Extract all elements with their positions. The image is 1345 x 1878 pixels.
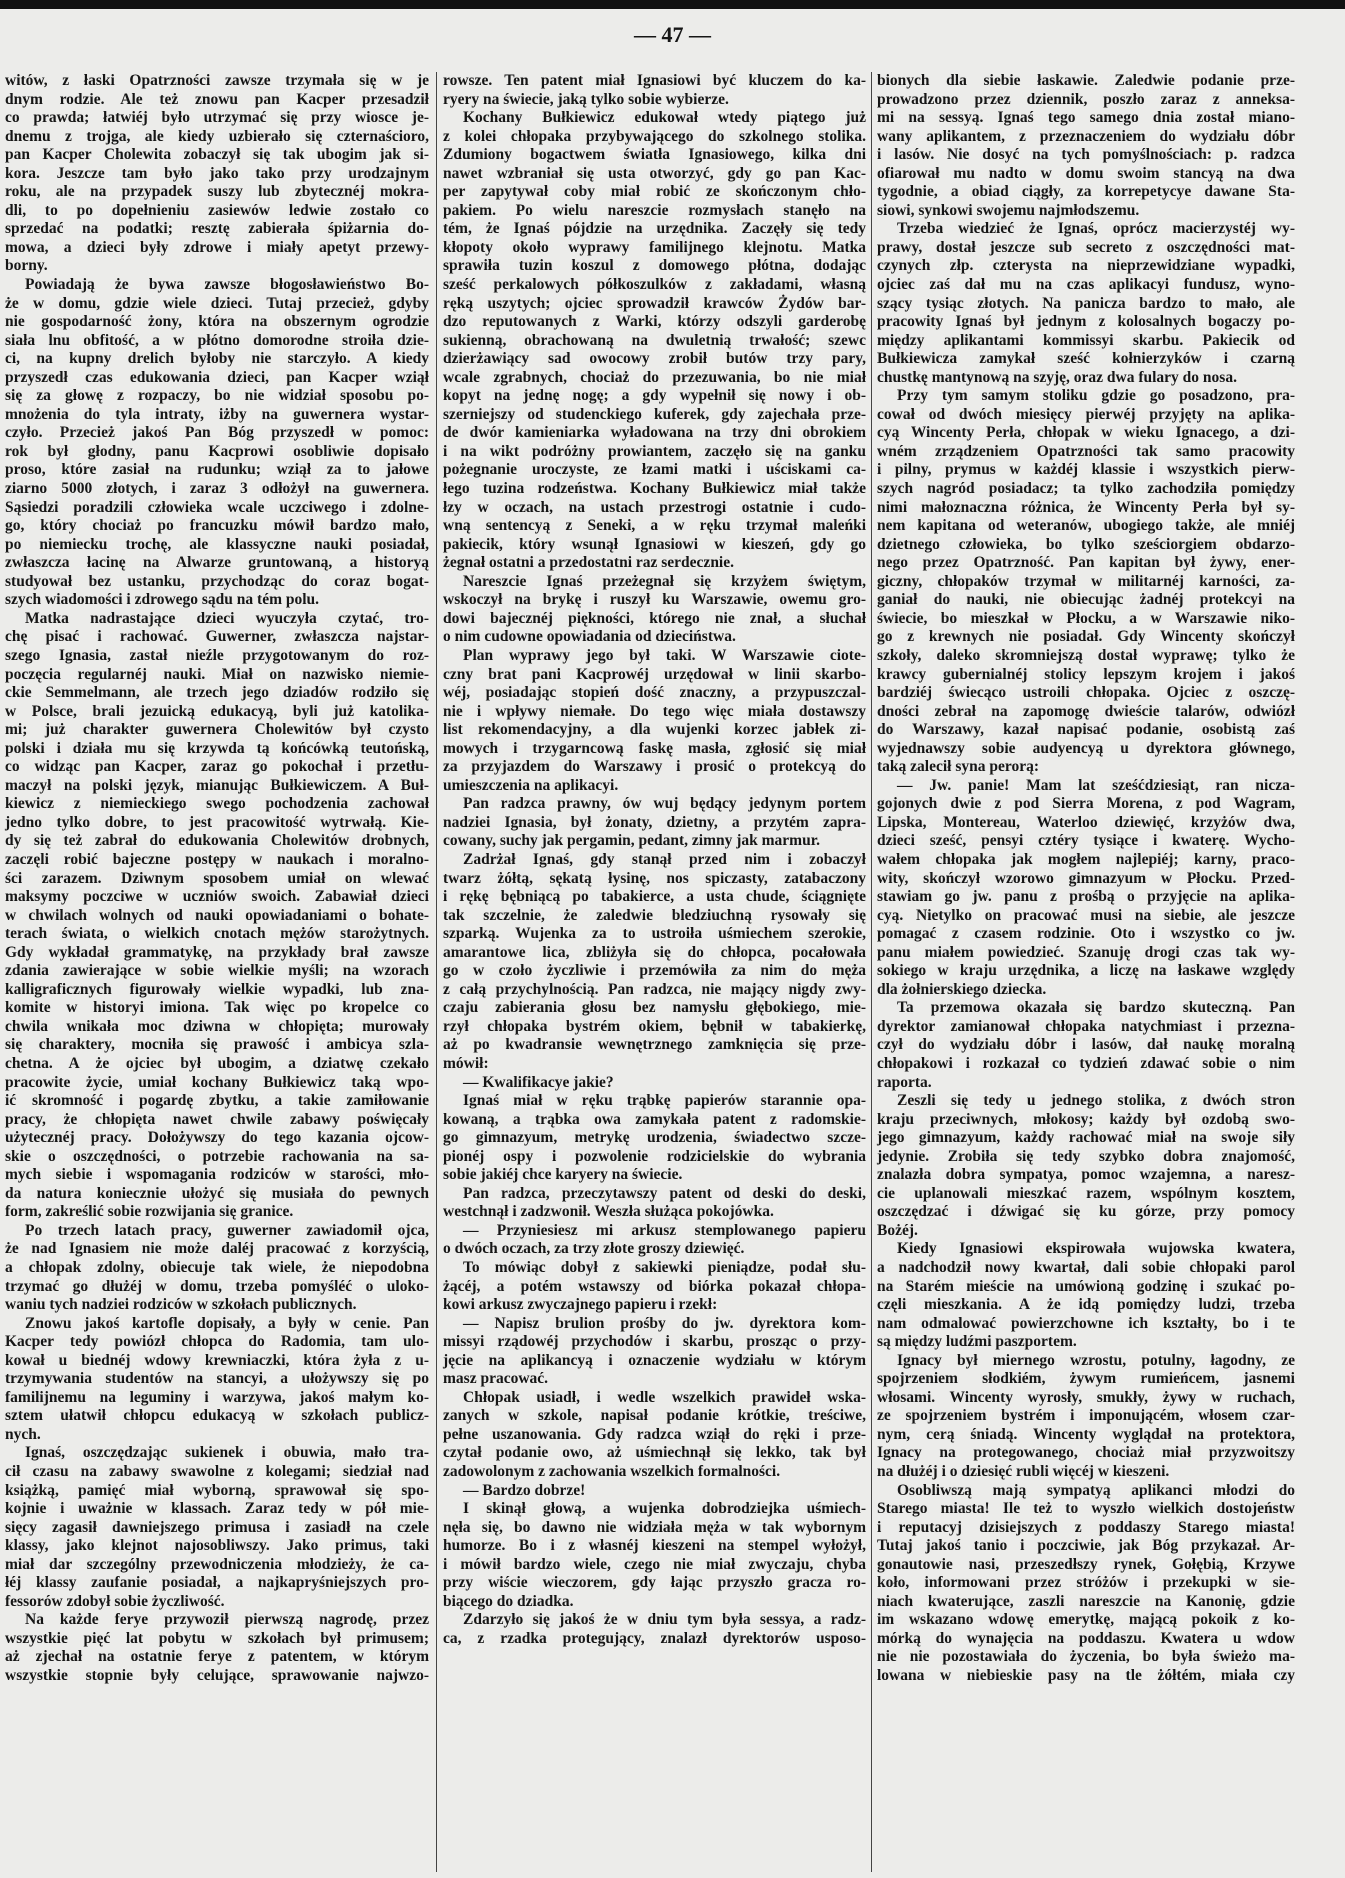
text-line: wną sentencyą z Seneki, a w ręku trzymał maleńki xyxy=(443,517,866,535)
text-line: humorze. Bo i z własnéj kieszeni na stempel wyłożył, xyxy=(443,1537,866,1555)
text-line: jedynie. Zrobiła się tedy szybko dobra znajomość, xyxy=(877,1147,1295,1165)
text-line: tygodnie, a obiad ciągły, za korrepetycye dawane Sta- xyxy=(877,183,1295,201)
text-line: niach kwaterujące, zaszli nareszcie na Kanonię, gdzie xyxy=(877,1592,1295,1610)
text-line: fessorów zdobył sobie życzliwość. xyxy=(5,1592,225,1610)
text-line: Nareszcie Ignaś przeżegnał się krzyżem świętym, xyxy=(463,572,866,590)
paragraph xyxy=(877,1092,1295,1240)
text-line: z całą przychylnością. Pan radzca, nie mający nigdy zwy- xyxy=(443,980,866,998)
paragraph xyxy=(443,1185,866,1222)
text-line: sześć perkalowych półkoszulków z zakładami, własną xyxy=(443,276,866,294)
text-line: witów, z łaski Opatrzności zawsze trzymała się w je xyxy=(5,72,429,89)
text-line: Kochany Bułkiewicz edukował wtedy piątego już xyxy=(463,109,866,127)
text-line: nęła się, bo dawno nie widziała męża w tak wybornym xyxy=(443,1518,866,1536)
text-line: z kolei chłopaka przybywającego do szkolnego stolika. xyxy=(443,127,866,145)
text-line: Pan radzca, przeczytawszy patent od deski do deski, xyxy=(463,1184,866,1202)
text-line: szparką. Wujenka za to ustroiła uśmiechem szerokie, xyxy=(443,925,866,943)
text-line: de dwór kamieniarka wyładowana na trzy dni obrokiem xyxy=(443,424,866,442)
paragraph xyxy=(877,777,1295,1000)
text-line: amarantowe lica, zbliżyła się do chłopca, pocałowała xyxy=(443,943,866,961)
scan-top-edge xyxy=(0,0,1345,9)
text-line: raporta. xyxy=(877,1073,932,1091)
paragraph xyxy=(443,1092,866,1185)
text-line: — Przyniesiesz mi arkusz stemplowanego papieru xyxy=(463,1221,866,1239)
text-line: że w domu, gdzie wiele dzieci. Tutaj przecież, gdyby xyxy=(5,294,429,312)
text-line: łego tuzina rodzeństwa. Kochany Bułkiewicz miał także xyxy=(443,480,866,498)
text-line: łéj klassy zaufanie posiadał, a najkapryśniejszych pro- xyxy=(5,1574,429,1592)
text-line: częli mieszkania. A że idą pomiędzy ludzi, trzeba xyxy=(877,1296,1295,1314)
text-line: westchnął i zadzwonił. Weszła służąca pokojówka. xyxy=(443,1203,774,1221)
paragraph xyxy=(443,1259,866,1315)
text-line: przyszedł czas edukowania dzieci, pan Kacper wziął xyxy=(5,368,429,386)
text-line: Plan wyprawy jego był taki. W Warszawie ciote- xyxy=(463,646,866,664)
text-line: stawiam go jw. panu z prośbą o przyjęcie na aplika- xyxy=(877,888,1295,906)
text-line: wcale zgrabnych, chociaż do przezuwania, bo nie miał xyxy=(443,368,866,386)
text-line: zadowolonym z zachowania wszelkich formalności. xyxy=(443,1463,781,1481)
text-line: ckie Semmelmann, ale trzech jego dziadów rodziło się xyxy=(5,684,429,702)
text-line: Zeszli się tedy u jednego stolika, z dwóch stron xyxy=(897,1092,1295,1110)
text-line: polski i działa mu się krzywda tą końcówką teutońską, xyxy=(5,739,429,757)
text-line: kowaną, a trąbka owa zamykała patent z radomskie- xyxy=(443,1110,866,1128)
text-line: giczny, chłopaków trzymał w militarnéj karności, za- xyxy=(877,572,1295,590)
text-line: dzieci sześć, pensyi cztéry tysiące i kwaterę. Wycho- xyxy=(877,832,1295,850)
text-line: komite w historyi imiona. Tak więc po kropelce co xyxy=(5,999,429,1017)
text-line: dnym rodzie. Ale też znowu pan Kacper przesadził xyxy=(5,90,429,108)
text-line: Tutaj jakoś tanio i poczciwie, jak Bóg przykazał. Ar- xyxy=(877,1537,1295,1555)
text-line: książką, pamięć miał wyborną, sprawował się spo- xyxy=(5,1481,429,1499)
text-line: krawcy gubernialnéj stolicy lepszym krojem i jakoś xyxy=(877,665,1295,683)
paragraph xyxy=(443,1222,866,1259)
paragraph xyxy=(5,276,429,610)
text-line: dli, to po dopełnieniu zasiewów ledwie zostało co xyxy=(5,201,429,219)
text-line: użytecznéj pracy. Dołożywszy do tego kazania ojcow- xyxy=(5,1129,429,1147)
text-line: proso, które zasiał na rudunku; wziął za to jałowe xyxy=(5,461,429,479)
text-line: dzo reputowanych z Warki, którzy odszyli garderobę xyxy=(443,313,866,331)
text-line: a chłopak zdolny, obiecuje tak wiele, że niepodobna xyxy=(5,1259,429,1276)
text-line: kował u biednéj wdowy krewniaczki, która żyła z u- xyxy=(5,1351,429,1369)
text-line: sukienną, obrachowaną na dwuletnią trwałość; szewc xyxy=(443,331,866,349)
text-line: kora. Jeszcze tam było jako tako przy urodzajnym xyxy=(5,164,429,182)
text-line: miał dar szczególny przewodniczenia młodzieży, że ca- xyxy=(5,1555,429,1573)
text-line: w chwilach wolnych od nauki opowiadaniami o bohate- xyxy=(5,906,429,924)
text-line: żącéj, a potém wstawszy od biórka pokazał chłopa- xyxy=(443,1277,866,1295)
text-line: studyował bez ustanku, przychodząc do coraz bogat- xyxy=(5,572,429,590)
text-line: cowany, suchy jak pergamin, pedant, zimny jak marmur. xyxy=(443,832,821,850)
text-line: — Bardzo dobrze! xyxy=(463,1481,586,1499)
text-line: szerniejszy od studenckiego kuferek, gdy zajechała prze- xyxy=(443,405,866,423)
text-line: Ta przemowa okazała się bardzo skuteczną. Pan xyxy=(897,999,1295,1017)
text-line: im wskazano wdowę emerytkę, mającą pokoik z ko- xyxy=(877,1611,1295,1629)
text-line: wszystkie stopnie były celujące, sprawowanie najwzo- xyxy=(5,1667,429,1685)
paragraph xyxy=(877,220,1295,387)
paragraph xyxy=(443,647,866,795)
text-line: ręką uszytych; ojciec sprowadził krawców Żydów bar- xyxy=(443,294,866,312)
text-line: taką zalecił syna perorą: xyxy=(877,758,1040,776)
text-line: dzierżawiący sad owocowy zrobił butów trzy pary, xyxy=(443,350,866,368)
text-line: czny brat pani Kacprowéj urzędował w linii skarbo- xyxy=(443,665,866,683)
text-line: missyi rządowéj przychodów i skarbu, prosząc o przy- xyxy=(443,1333,866,1351)
text-line: i reputacyj dzisiejszych z poddaszy Starego miasta! xyxy=(877,1518,1295,1536)
text-line: ze spojrzeniem bystrém i imponującém, włosem czar- xyxy=(877,1407,1295,1425)
paragraph xyxy=(443,1074,866,1093)
text-line: klassy, jako klejnot najosobliwszy. Jako primus, taki xyxy=(5,1537,429,1555)
text-line: Na każde ferye przywoził pierwszą nagrodę, przez xyxy=(25,1611,429,1629)
paragraph xyxy=(443,1611,866,1648)
text-line: czył do wydziału dóbr i lasów, dał naukę moralną xyxy=(877,1036,1295,1054)
text-line: zwłaszcza łacinę na Alwarze gruntowaną, a historyą xyxy=(5,554,429,572)
text-line: na Starém mieście na umówioną godzinę i szukać po- xyxy=(877,1277,1295,1295)
text-line: spojrzeniem słodkiém, żywym rumieńcem, jasnemi xyxy=(877,1370,1295,1388)
text-line: ganiał do nauki, nie obiecując żadnéj protekcyi na xyxy=(877,591,1295,609)
text-line: wyjednawszy sobie audyencyą u dyrektora głównego, xyxy=(877,739,1295,757)
text-line: Po trzech latach pracy, guwerner zawiadomił ojca, xyxy=(25,1221,429,1239)
text-line: zaczęli robić bajeczne postępy w naukach i moralno- xyxy=(5,850,429,868)
text-line: poczęcia regularnéj nauki. Miał on nazwisko niemie- xyxy=(5,665,429,683)
paragraph xyxy=(5,610,429,1222)
text-line: Chłopak usiadł, i wedle wszelkich prawideł wska- xyxy=(463,1388,866,1406)
text-line: gojonych dwie z pod Sierra Morena, z pod Wagram, xyxy=(877,795,1295,813)
text-line: i mówił bardzo wiele, czego nie miał zwyczaju, chyba xyxy=(443,1555,866,1573)
text-line: siowi, synkowi swojemu najmłodszemu. xyxy=(877,201,1140,219)
text-line: nym, cerą śniadą. Wincenty wyglądał na protektora, xyxy=(877,1425,1295,1443)
text-line: Zdumiony bogactwem światła Ignasiowego, kilka dni xyxy=(443,146,866,164)
text-line: że nad Ignasiem nie może daléj pracować z korzyścią, xyxy=(5,1240,429,1258)
text-line: bionych dla siebie łaskawie. Zaledwie podanie prze- xyxy=(877,72,1295,89)
text-line: ić skromność i pogardę zbytku, a takie zamiłowanie xyxy=(5,1092,429,1110)
paragraph xyxy=(5,72,429,276)
text-line: borny. xyxy=(5,257,48,275)
text-line: I skinął głową, a wujenka dobrodziejka uśmiech- xyxy=(463,1500,866,1518)
text-line: ziarno 5000 złotych, i zaraz 3 odłożył na guwernera. xyxy=(5,480,429,498)
text-line: znalazła dobra sympatya, pomoc wzajemna, a naresz- xyxy=(877,1166,1295,1184)
paragraph xyxy=(443,573,866,647)
text-line: się za głowę z rozpaczy, bo nie widział sposobu po- xyxy=(5,387,429,405)
text-line: Przy tym samym stoliku gdzie go posadzono, pra- xyxy=(897,387,1295,405)
text-line: maczył na polski język, mianując Bułkiewiczem. A Buł- xyxy=(5,776,429,794)
text-line: a nadchodził nowy kwartał, dali sobie chłopaki parol xyxy=(877,1259,1295,1276)
text-line: dowi bajecznéj piękności, którego nie znał, a słuchał xyxy=(443,609,866,627)
text-line: o dwóch oczach, za trzy złote groszy dziewięć. xyxy=(443,1240,745,1258)
text-line: form, zakreślić sobie rozwijania się granice. xyxy=(5,1203,294,1221)
text-line: mórką do wynajęcia na poddaszu. Kwatera u wdow xyxy=(877,1629,1295,1647)
text-line: są między ludźmi paszportem. xyxy=(877,1333,1077,1351)
text-line: wskoczył na brykę i ruszył ku Warszawie, owemu gro- xyxy=(443,591,866,609)
text-line: go, który chociaż po francuzku mówił bardzo mało, xyxy=(5,517,429,535)
column-divider xyxy=(436,72,437,1872)
text-line: nie i wpływy niemałe. Do tego więc miała dostawszy xyxy=(443,702,866,720)
text-line: co prawda; łatwiéj było utrzymać się przy wiosce je- xyxy=(5,109,429,127)
text-line: Kiedy Ignasiowi ekspirowała wujowska kwatera, xyxy=(897,1240,1295,1258)
text-line: mych siebie i wspomagania rodziców w starości, mło- xyxy=(5,1166,429,1184)
paragraph xyxy=(443,72,866,109)
text-line: gonautowie nasi, przeszedłszy rynek, Gołębią, Krzywe xyxy=(877,1555,1295,1573)
text-line: chłopakowi i rozkazał co tydzień zdawać sobie o nim xyxy=(877,1054,1295,1072)
text-line: zanych w szkole, napisał podanie krótkie, treściwe, xyxy=(443,1407,866,1425)
paragraph xyxy=(443,1500,866,1611)
text-line: mnożenia do tyla intraty, iżby na guwernera wystar- xyxy=(5,405,429,423)
text-line: To mówiąc dobył z sakiewki pieniądze, podał słu- xyxy=(463,1259,866,1276)
text-line: skie o oszczędności, o potrzebie rachowania na sa- xyxy=(5,1147,429,1165)
text-line: Zdarzyło się jakoś że w dniu tym była sessya, a radz- xyxy=(463,1611,866,1629)
paragraph xyxy=(443,851,866,1074)
paragraph xyxy=(5,1315,429,1445)
text-line: szego Ignasia, zastał nieźle przygotowanym do roz- xyxy=(5,646,429,664)
text-line: pożegnanie uroczyste, ze łzami matki i uściskami ca- xyxy=(443,461,866,479)
text-line: go z krewnych nie posiadał. Gdy Wincenty skończył xyxy=(877,628,1295,646)
text-line: nawet wzbraniał się usta otworzyć, gdy go pan Kac- xyxy=(443,164,866,182)
text-line: włosami. Wincenty wyrosły, smukły, żywy w ruchach, xyxy=(877,1388,1295,1406)
text-line: dy się też zabrał do edukowania Cholewitów drobnych, xyxy=(5,832,429,850)
text-line: chwila wnikała moc dziwna w chłopięta; murowały xyxy=(5,1017,429,1035)
text-line: dzietnego człowieka, bo tylko sześciorgiem obdarzo- xyxy=(877,535,1295,553)
text-line: Ignacy był miernego wzrostu, potulny, łagodny, ze xyxy=(897,1351,1295,1369)
text-line: sprawiła tuzin koszul z domowego płótna, dodając xyxy=(443,257,866,275)
text-line: sięcy zagasił dawniejszego primusa i zasiadł na czele xyxy=(5,1518,429,1536)
text-line: Trzeba wiedzieć że Ignaś, oprócz macierzystéj wy- xyxy=(897,220,1295,238)
text-line: dnemu z trojga, ale kiedy uzbierało się czternaścioro, xyxy=(5,127,429,145)
paragraph xyxy=(877,387,1295,776)
text-line: chę pisać i rachować. Guwerner, zwłaszcza najstar- xyxy=(5,628,429,646)
text-line: i pilny, prymus w każdéj klassie i wszystkich pierw- xyxy=(877,461,1295,479)
text-line: świecie, bo mieszkał w Płocku, a w Warszawie niko- xyxy=(877,609,1295,627)
text-line: o nim cudowne opowiadania od dzieciństwa. xyxy=(443,628,736,646)
text-line: tak szczelnie, że zaledwie bledziuchną rysowały się xyxy=(443,906,866,924)
paragraph xyxy=(5,1222,429,1315)
text-line: dyrektor zamianował chłopaka natychmiast i przezna- xyxy=(877,1017,1295,1035)
text-line: kojnie i uważnie w klassach. Zaraz tedy w pół mie- xyxy=(5,1500,429,1518)
paragraph xyxy=(5,1611,429,1685)
text-line: szych nagród posiadacz; ta tylko zachodziła pomiędzy xyxy=(877,480,1295,498)
text-line: sobie jakiéj chce karyery na świecie. xyxy=(443,1166,683,1184)
text-line: sprzedać na podatki; resztę zabierała śpiżarnia do- xyxy=(5,220,429,238)
text-line: ca, z rzadka protegujący, znalazł dyrektorów usposo- xyxy=(443,1629,866,1647)
text-line: go w czoło życzliwie i przemówiła za nim do męża xyxy=(443,962,866,980)
text-column-left xyxy=(5,72,429,1686)
text-line: czynych złp. czterysta na nieprzewidziane wypadki, xyxy=(877,257,1295,275)
text-line: tém, że Ignaś pójdzie na urzędnika. Zaczęły się tedy xyxy=(443,220,866,238)
text-line: list rekomendacyjny, a dla wujenki korzec jabłek zi- xyxy=(443,721,866,739)
text-line: koło, informowani przez stróżów i przekupki w sie- xyxy=(877,1574,1295,1592)
text-line: szkoły, daleko skromniejszą dostał wyprawę; tylko że xyxy=(877,646,1295,664)
text-line: familijnemu na leguminy i warzywa, jakoś małym ko- xyxy=(5,1388,429,1406)
paragraph xyxy=(443,795,866,851)
text-line: Ignaś, oszczędzając sukienek i obuwia, mało tra- xyxy=(25,1444,429,1462)
text-line: — Kwalifikacye jakie? xyxy=(463,1073,614,1091)
text-line: kowi arkusz zwyczajnego papieru i rzekł: xyxy=(443,1296,718,1314)
text-line: żegnał ostatni a przedostatni raz serdecznie. xyxy=(443,554,734,572)
text-line: terach świata, o wielkich cnotach mężów starożytnych. xyxy=(5,925,429,943)
text-line: wany aplikantem, z przeznaczeniem do wydziału dóbr xyxy=(877,127,1295,145)
text-line: kalligraficznych figurowały wielkie wypadki, lub zna- xyxy=(5,980,429,998)
text-line: za przyjazdem do Warszawy i prosić o protekcyą do xyxy=(443,758,866,776)
text-line: mówił: xyxy=(443,1054,489,1072)
text-line: Lipska, Montereau, Waterloo dziewięć, krzyżów dwa, xyxy=(877,813,1295,831)
text-line: siała lnu obfitość, a w płótno domorodne stroiła dzie- xyxy=(5,331,429,349)
text-line: rok był głodny, panu Kacprowi osobliwie dopisało xyxy=(5,442,429,460)
text-line: na dłużéj i o dziesięć rubli więcéj w kieszeni. xyxy=(877,1463,1170,1481)
text-line: łzy w oczach, na ustach przestrogi ostatnie i cudo- xyxy=(443,498,866,516)
text-line: Zadrżał Ignaś, gdy stanął przed nim i zobaczył xyxy=(463,850,866,868)
text-line: czaju zabierania głosu bez namysłu głębokiego, mie- xyxy=(443,999,866,1017)
text-line: jęcie na aplikancyą i oznaczenie wydziału w którym xyxy=(443,1351,866,1369)
text-line: kraju przeciwnych, młokosy; każdy był ozdobą swo- xyxy=(877,1110,1295,1128)
text-line: ci, na kupny drelich byłoby nie starczyło. A kiedy xyxy=(5,350,429,368)
text-line: rowsze. Ten patent miał Ignasiowi być kluczem do ka- xyxy=(443,72,866,89)
text-line: nem kapitana od weteranów, ubogiego także, ale mniéj xyxy=(877,517,1295,535)
text-line: dla żołnierskiego dziecka. xyxy=(877,980,1047,998)
text-line: co widząc pan Kacper, zaraz go pokochał i przetłu- xyxy=(5,758,429,776)
text-line: — Jw. panie! Mam lat sześćdziesiąt, ran nicza- xyxy=(897,776,1295,794)
paragraph xyxy=(443,109,866,573)
text-line: maksymy poczciwe w uczniów swoich. Zabawiał dzieci xyxy=(5,888,429,906)
text-line: chetna. A że ojciec był ubogim, a dziatwę czekało xyxy=(5,1054,429,1072)
text-line: aż po kwadransie wewnętrznego zamknięcia się prze- xyxy=(443,1036,866,1054)
text-line: mowych i trzygarncową faskę masła, zgłosić się miał xyxy=(443,739,866,757)
text-line: cyą. Nietylko on pracować musi na siebie, ale jeszcze xyxy=(877,906,1295,924)
text-line: rzył chłopaka bystrém okiem, bębnił w tabakierkę, xyxy=(443,1017,866,1035)
text-line: chustkę mantynową na szyję, oraz dwa fulary do nosa. xyxy=(877,368,1237,386)
text-line: pracy, że chłopięta nawet chwile zabawy poświęcały xyxy=(5,1110,429,1128)
text-line: Osobliwszą mają sympatyą aplikanci młodzi do xyxy=(897,1481,1295,1499)
text-line: pakiecik, który wsunął Ignasiowi w kieszeń, gdy go xyxy=(443,535,866,553)
text-line: Sąsiedzi poradzili człowieka wcale uczciwego i zdolne- xyxy=(5,498,429,516)
text-line: wity, skończył wzorowo gimnazyum w Płocku. Przed- xyxy=(877,869,1295,887)
text-line: trzymać go dłużéj w domu, trzeba pomyśléć o uloko- xyxy=(5,1277,429,1295)
text-line: wszystkie pięć lat pobytu w szkołach był primusem; xyxy=(5,1629,429,1647)
text-line: lowana w niebieskie pasy na tle żółtém, miała czy xyxy=(877,1667,1295,1685)
text-line: aż zjechał na ostatnie ferye z patentem, w którym xyxy=(5,1648,429,1666)
text-line: Bułkiewicza zamykał sześć kołnierzyków i czarną xyxy=(877,350,1295,368)
page-number: — 47 — xyxy=(634,22,711,47)
text-line: zdania zawierające w sobie wielkie myśli; na wzorach xyxy=(5,962,429,980)
text-line: Ignacy na protegowanego, chociaż miał przyzwoitszy xyxy=(877,1444,1295,1462)
paragraph xyxy=(443,1315,866,1389)
text-line: cił czasu na zabawy swawolne z kolegami; siedział nad xyxy=(5,1463,429,1481)
text-line: Znowu jakoś kartofle dopisały, a były w cenie. Pan xyxy=(25,1314,429,1332)
text-line: umieszczenia na aplikacyi. xyxy=(443,776,619,794)
text-line: jego gimnazyum, każdy rachować miał na swoje siły xyxy=(877,1129,1295,1147)
text-line: sztem ułatwił chłopcu edukacyą w szkołach publicz- xyxy=(5,1407,429,1425)
text-column-right xyxy=(877,72,1295,1686)
text-line: szych wiadomości i zdrowego sądu na tém polu. xyxy=(5,591,320,609)
text-line: da natura koniecznie ułożyć się musiała do pewnych xyxy=(5,1184,429,1202)
text-line: pionéj ospy i pozwolenie rodzicielskie do wybrania xyxy=(443,1147,866,1165)
text-line: oszczędzać i dźwigać się ku górze, przy pomocy xyxy=(877,1203,1295,1221)
paragraph xyxy=(443,1389,866,1482)
text-line: dności zebrał na zapomogę dwieście talarów, odwiózł xyxy=(877,702,1295,720)
text-line: masz pracować. xyxy=(443,1370,549,1388)
text-line: do Warszawy, kazał napisać podanie, osobistą zaś xyxy=(877,721,1295,739)
paragraph xyxy=(877,72,1295,220)
text-line: nych. xyxy=(5,1425,41,1443)
text-line: Pan radzca prawny, ów wuj będący jedynym portem xyxy=(463,795,866,813)
text-line: Kacper tedy powiózł chłopca do Radomia, tam ulo- xyxy=(5,1333,429,1351)
text-line: i rękę bębniącą po tabakierce, a usta chude, ściągnięte xyxy=(443,888,866,906)
text-line: bardziéj świecąco ustroili chłopaka. Ojciec z oszczę- xyxy=(877,684,1295,702)
text-line: pracowity Ignaś był jednym z kolosalnych bogaczy po- xyxy=(877,313,1295,331)
text-line: i na wikt podróżny prowiantem, zaczęło się na ganku xyxy=(443,442,866,460)
text-line: pomagać z czasem rodzinie. Oto i wszystko co jw. xyxy=(877,925,1295,943)
text-line: czytał podanie owo, aż uśmiechnął się lekko, tak był xyxy=(443,1444,866,1462)
text-line: waniu tych nadziei rodziców w szkołach publicznych. xyxy=(5,1296,357,1314)
text-line: jedno tylko dobre, to jest pracowitość wytrwałą. Kie- xyxy=(5,813,429,831)
paragraph xyxy=(877,1240,1295,1351)
text-line: ryery na świecie, jaką tylko sobie wybierze. xyxy=(443,90,729,108)
text-line: pracowite życie, umiał kochany Bułkiewicz taką wpo- xyxy=(5,1073,429,1091)
text-line: pakiem. Po wielu nareszcie rozmysłach stanęło na xyxy=(443,201,866,219)
text-line: Starego miasta! Ile też to wyszło wielkich dostojeństw xyxy=(877,1500,1295,1518)
text-line: prawy, dostał jeszcze sub secreto z oszczędności mat- xyxy=(877,238,1295,256)
text-line: Ignaś miał w ręku trąbkę papierów starannie opa- xyxy=(463,1092,866,1110)
text-line: kopyt na jednę nogę; a gdy wypełnił się nowy i ob- xyxy=(443,387,866,405)
paragraph xyxy=(443,1482,866,1501)
text-line: wałem chłopaka jak mogłem najlepiéj; karny, praco- xyxy=(877,850,1295,868)
text-line: per zapytywał coby miał robić ze skończonym chło- xyxy=(443,183,866,201)
text-line: ofiarował mu nadto w domu swoim stancyą na dwa xyxy=(877,164,1295,182)
text-line: roku, ale na przypadek suszy lub zbytecznéj mokra- xyxy=(5,183,429,201)
text-line: wéj, posiadając stopień dość znaczny, a przypuszczal- xyxy=(443,684,866,702)
paragraph xyxy=(877,1352,1295,1482)
text-line: pełne uszanowania. Gdy radzca wziął do ręki i prze- xyxy=(443,1425,866,1443)
text-line: czyło. Przecież jakoś Pan Bóg przyszedł w pomoc: xyxy=(5,424,429,442)
text-line: Matka nadrastające dzieci wyuczyła czytać, tro- xyxy=(25,609,429,627)
text-line: wném zrządzeniem Opatrzności tak samo pracowity xyxy=(877,442,1295,460)
text-line: Gdy wykładał grammatykę, na przykłady brał zawsze xyxy=(5,943,429,961)
text-line: mowa, a dzieci były zdrowe i miały apetyt przewy- xyxy=(5,238,429,256)
text-line: mi na sessyą. Ignaś tego samego dnia został miano- xyxy=(877,109,1295,127)
text-line: go gimnazyum, metrykę urodzenia, świadectwo szcze- xyxy=(443,1129,866,1147)
text-line: biącego do dziadka. xyxy=(443,1592,574,1610)
text-line: przy wiście wieczorem, gdy łając przyszło gracza ro- xyxy=(443,1574,866,1592)
text-line: mi; już charakter guwernera Cholewitów był czysto xyxy=(5,721,429,739)
text-line: nie gospodarność żony, która na obszernym ogrodzie xyxy=(5,313,429,331)
text-line: cie uplanowali mieszkać razem, wspólnym kosztem, xyxy=(877,1184,1295,1202)
text-line: w Polsce, brali jezuicką edukacyą, byli już katolika- xyxy=(5,702,429,720)
text-line: twarz żółtą, sękatą łysinę, nos spiczasty, zatabaczony xyxy=(443,869,866,887)
paragraph xyxy=(5,1444,429,1611)
text-line: cował od dwóch miesięcy pierwéj przyjęty na aplika- xyxy=(877,405,1295,423)
text-line: trzymywania studentów na stancyi, a ułożywszy się po xyxy=(5,1370,429,1388)
text-line: i lasów. Nie dosyć na tych pomyślnościach: p. radzca xyxy=(877,146,1295,164)
column-divider xyxy=(871,72,872,1872)
text-line: panu miałem powiedzieć. Szanuję drogi czas tak wy- xyxy=(877,943,1295,961)
text-line: Bożéj. xyxy=(877,1221,918,1239)
text-column-middle xyxy=(443,72,866,1648)
text-line: ojciec zaś dał mu na czas aplikacyi fundusz, wyno- xyxy=(877,276,1295,294)
text-line: pan Kacper Cholewita zobaczył się tak ubogim jak si- xyxy=(5,146,429,164)
text-line: nego przez Opatrzność. Pan kapitan był żywy, ener- xyxy=(877,554,1295,572)
text-line: się charaktery, mocniła się prawość i ambicya szla- xyxy=(5,1036,429,1054)
text-line: — Napisz brulion prośby do jw. dyrektora kom- xyxy=(463,1314,866,1332)
text-line: Powiadają że bywa zawsze błogosławieństwo Bo- xyxy=(25,276,429,294)
text-line: nie nie pozostawiała do życzenia, bo była świeżo ma- xyxy=(877,1648,1295,1666)
text-line: między aplikantami kommissyi skarbu. Pakiecik od xyxy=(877,331,1295,349)
text-line: nam odmalować powierzchowne ich kształty, bo i te xyxy=(877,1314,1295,1332)
text-line: sokiego w kraju urzędnika, a liczę na łaskawe względy xyxy=(877,962,1295,980)
text-line: szący tysiąc złotych. Na panicza bardzo to mało, ale xyxy=(877,294,1295,312)
text-line: kiewicz z niemieckiego swego pochodzenia zachował xyxy=(5,795,429,813)
text-line: nimi małoznaczna różnica, że Wincenty Perła był sy- xyxy=(877,498,1295,516)
text-line: prowadzono przez dziennik, poszło zaraz z anneksa- xyxy=(877,90,1295,108)
paragraph xyxy=(877,1482,1295,1686)
text-line: po niemiecku trochę, ale klassyczne nauki posiadał, xyxy=(5,535,429,553)
text-line: cyą Wincenty Perła, chłopak w wieku Ignacego, a dzi- xyxy=(877,424,1295,442)
text-line: nadziei Ignasia, był żonaty, dzietny, a przytém zapra- xyxy=(443,813,866,831)
text-line: kłopoty około wyprawy familijnego klejnotu. Matka xyxy=(443,238,866,256)
paragraph xyxy=(877,999,1295,1092)
text-line: ści zarazem. Dziwnym sposobem umiał on wlewać xyxy=(5,869,429,887)
